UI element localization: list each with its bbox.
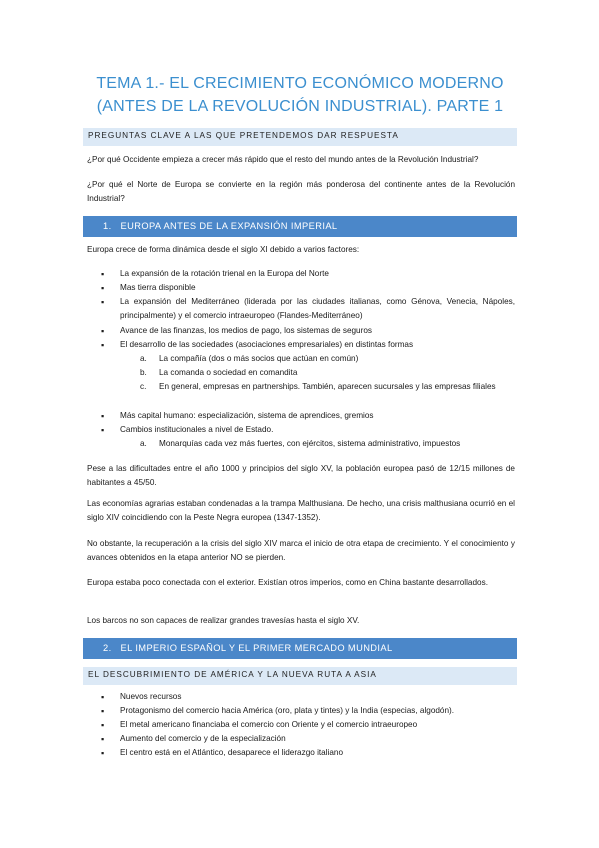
document-title: [60, 72, 540, 118]
bullet-icon: ▪: [101, 411, 105, 421]
key-questions-heading-bar: [83, 128, 517, 146]
key-question-2: ¿Por qué el Norte de Europa se convierte en la región más ponderosa del continente antes de la Revolución Industrial?: [87, 180, 515, 203]
paragraph: Pese a las dificultades entre el año 1000 y principios del siglo XV, la población europea pasó de 12/15 millones de habitantes a 45/50.: [87, 464, 515, 487]
bullet-icon: ▪: [101, 734, 105, 744]
section-2-heading-bar: [83, 638, 517, 659]
key-question-1: ¿Por qué Occidente empieza a crecer más rápido que el resto del mundo antes de la Revolución Industrial?: [87, 155, 479, 164]
section-2-title: EL IMPERIO ESPAÑOL Y EL PRIMER MERCADO MUNDIAL: [120, 643, 393, 653]
paragraph: Las economías agrarias estaban condenadas a la trampa Malthusiana. De hecho, una crisis malthusiana ocurrió en el siglo XIV coincidiendo con la Peste Negra europea (1347-1352).: [87, 499, 515, 522]
paragraph: Los barcos no son capaces de realizar grandes travesías hasta el siglo XV.: [87, 616, 360, 625]
section-1-heading: [103, 221, 338, 231]
bullet-icon: ▪: [101, 326, 105, 336]
section-1-title: EUROPA ANTES DE LA EXPANSIÓN IMPERIAL: [120, 221, 338, 231]
bullet-icon: ▪: [101, 297, 105, 307]
subsection-heading-bar: [83, 667, 517, 685]
bullet-icon: ▪: [101, 720, 105, 730]
bullet-icon: ▪: [101, 706, 105, 716]
bullet-icon: ▪: [101, 692, 105, 702]
subsection-heading: EL DESCUBRIMIENTO DE AMÉRICA Y LA NUEVA RUTA A ASIA: [88, 670, 377, 679]
document-page: TEMA 1.- EL CRECIMIENTO ECONÓMICO MODERNO (ANTES DE LA REVOLUCIÓN INDUSTRIAL). PARTE 1 PREGUNTAS CLAVE A LAS QUE PRETENDEMOS DAR RESPUESTA ¿Por qué Occidente empieza a crecer más rápido que el resto del mundo antes de la Revolución Industrial? ¿Por qué el Norte de Europa se convierte en la región más ponderosa del continente antes de la Revolución Industrial? 1. EUROPA ANTES DE LA EXPANSIÓN IMPERIAL Europa crece de forma dinámica desde el siglo XI debido a varios factores: ▪ La expansión de la rotación trienal en la Europa del Norte ▪ Mas tierra disponible ▪ La expansión del Mediterráneo (liderada por las ciudades italianas, como Génova, Venecia, Nápoles, principalmente) y el comercio intraeuropeo (Flandes-Mediterráneo) ▪ Avance de las finanzas, los medios de pago, los sistemas de seguros ▪ El desarrollo de las sociedades (asociaciones empresariales) en distintas formas a. La compañía (dos o más socios que actúan en común) b. La comanda o sociedad en comandita c. En general, empresas en partnerships. También, aparecen sucursales y las empresas filiales ▪ Más capital humano: especialización, sistema de aprendices, gremios ▪ Cambios institucionales a nivel de Estado. a. Monarquías cada vez más fuertes, con ejércitos, sistema administrativo, impuestos Pese a las dificultades entre el año 1000 y principios del siglo XV, la población europea pasó de 12/15 millones de habitantes a 45/50. Las economías agrarias estaban condenadas a la trampa Malthusiana. De hecho, una crisis malthusiana ocurrió en el siglo XIV coincidiendo con la Peste Negra europea (1347-1352). No obstante, la recuperación a la crisis del siglo XIV marca el inicio de otra etapa de crecimiento. Y el conocimiento y avances obtenidos en la etapa anterior NO se pierden. Europa estaba poco conectada con el exterior. Existían otros imperios, como en China bastante desarrollados. Los barcos no son capaces de realizar grandes travesías hasta el siglo XV. 2. EL IMPERIO ESPAÑOL Y EL PRIMER MERCADO MUNDIAL EL DESCUBRIMIENTO DE AMÉRICA Y LA NUEVA RUTA A ASIA ▪ Nuevos recursos ▪ Protagonismo del comercio hacia América (oro, plata y tintes) y la India (especias, algodón). ▪ El metal americano financiaba el comercio con Oriente y el comercio intraeuropeo ▪ Aumento del comercio y de la especialización ▪ El centro está en el Atlántico, desaparece el liderazgo italiano: [0, 0, 599, 848]
key-questions-heading: PREGUNTAS CLAVE A LAS QUE PRETENDEMOS DAR RESPUESTA: [88, 131, 399, 140]
paragraph: No obstante, la recuperación a la crisis del siglo XIV marca el inicio de otra etapa de crecimiento. Y el conocimiento y avances obtenidos en la etapa anterior NO se pierden.: [87, 539, 515, 562]
section-2-number: 2.: [103, 643, 112, 653]
title-line-1: TEMA 1.- EL CRECIMIENTO ECONÓMICO MODERNO: [96, 75, 504, 92]
bullet-icon: ▪: [101, 748, 105, 758]
bullet-icon: ▪: [101, 283, 105, 293]
paragraph: Europa estaba poco conectada con el exterior. Existían otros imperios, como en China bastante desarrollados.: [87, 578, 488, 587]
section-1-intro: Europa crece de forma dinámica desde el siglo XI debido a varios factores:: [87, 245, 360, 254]
bullet-icon: ▪: [101, 340, 105, 350]
bullet-icon: ▪: [101, 425, 105, 435]
bullet-icon: ▪: [101, 269, 105, 279]
section-1-number: 1.: [103, 221, 112, 231]
section-2-heading: [103, 643, 393, 653]
section-1-heading-bar: [83, 216, 517, 237]
title-line-2: (ANTES DE LA REVOLUCIÓN INDUSTRIAL). PARTE 1: [96, 98, 504, 115]
